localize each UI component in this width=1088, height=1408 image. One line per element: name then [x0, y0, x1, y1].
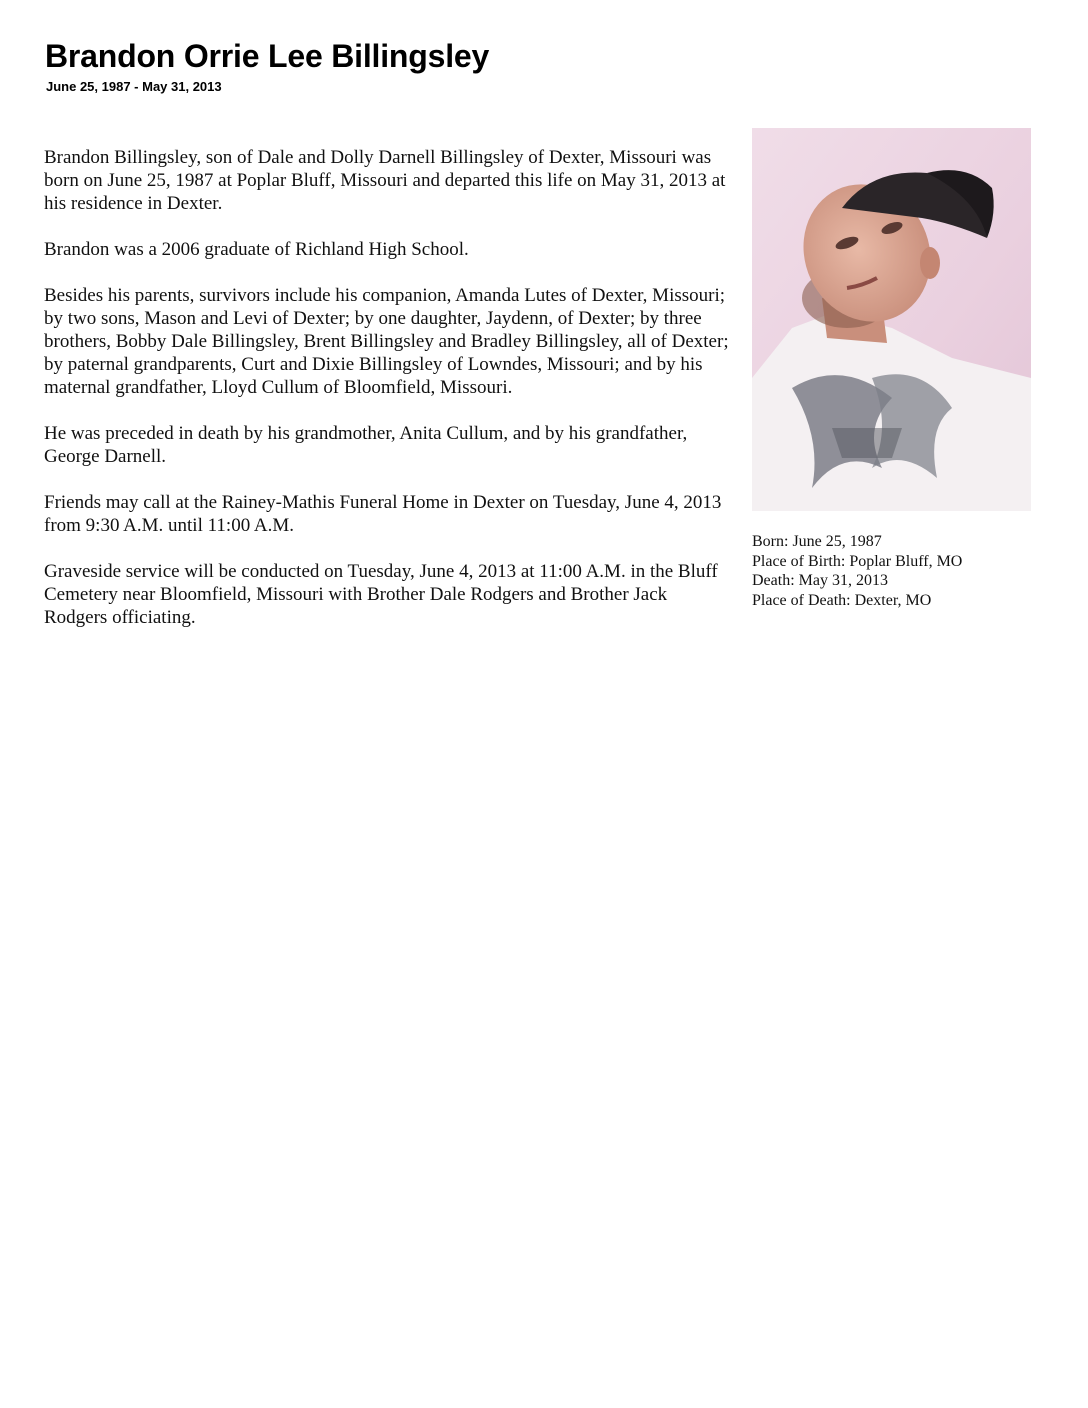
place-of-birth: Place of Birth: Poplar Bluff, MO: [752, 552, 963, 570]
page-title: Brandon Orrie Lee Billingsley: [45, 38, 490, 74]
obituary-paragraph: Brandon Billingsley, son of Dale and Dolly Darnell Billingsley of Dexter, Missouri was born on June 25, 1987 at Poplar Bluff, Missouri and departed this life on May 31, 2013 at his residence in Dexter.: [44, 147, 726, 214]
born-date: Born: June 25, 1987: [752, 533, 882, 550]
vital-facts: [752, 532, 1052, 610]
obituary-paragraph: Friends may call at the Rainey-Mathis Funeral Home in Dexter on Tuesday, June 4, 2013 from 9:30 A.M. until 11:00 A.M.: [44, 492, 722, 536]
obituary-paragraph: He was preceded in death by his grandmother, Anita Cullum, and by his grandfather, George Darnell.: [44, 423, 688, 467]
obituary-text: [44, 146, 734, 652]
life-dates: June 25, 1987 - May 31, 2013: [46, 79, 222, 94]
portrait-photo: [752, 128, 1031, 511]
place-of-death: Place of Death: Dexter, MO: [752, 591, 932, 609]
obituary-paragraph: Graveside service will be conducted on Tuesday, June 4, 2013 at 11:00 A.M. in the Bluff Cemetery near Bloomfield, Missouri with Brother Dale Rodgers and Brother Jack Rodgers officiating.: [44, 561, 718, 628]
obituary-paragraph: Besides his parents, survivors include his companion, Amanda Lutes of Dexter, Missouri; by two sons, Mason and Levi of Dexter; by one daughter, Jaydenn, of Dexter; by three brothers, Bobby Dale Billingsley, Brent Billingsley and Bradley Billingsley, all of Dexter; by paternal grandparents, Curt and Dixie Billingsley of Lowndes, Missouri; and by his maternal grandfather, Lloyd Cullum of Bloomfield, Missouri.: [44, 285, 729, 398]
obituary-paragraph: Brandon was a 2006 graduate of Richland High School.: [44, 239, 469, 260]
death-date: Death: May 31, 2013: [752, 572, 888, 589]
